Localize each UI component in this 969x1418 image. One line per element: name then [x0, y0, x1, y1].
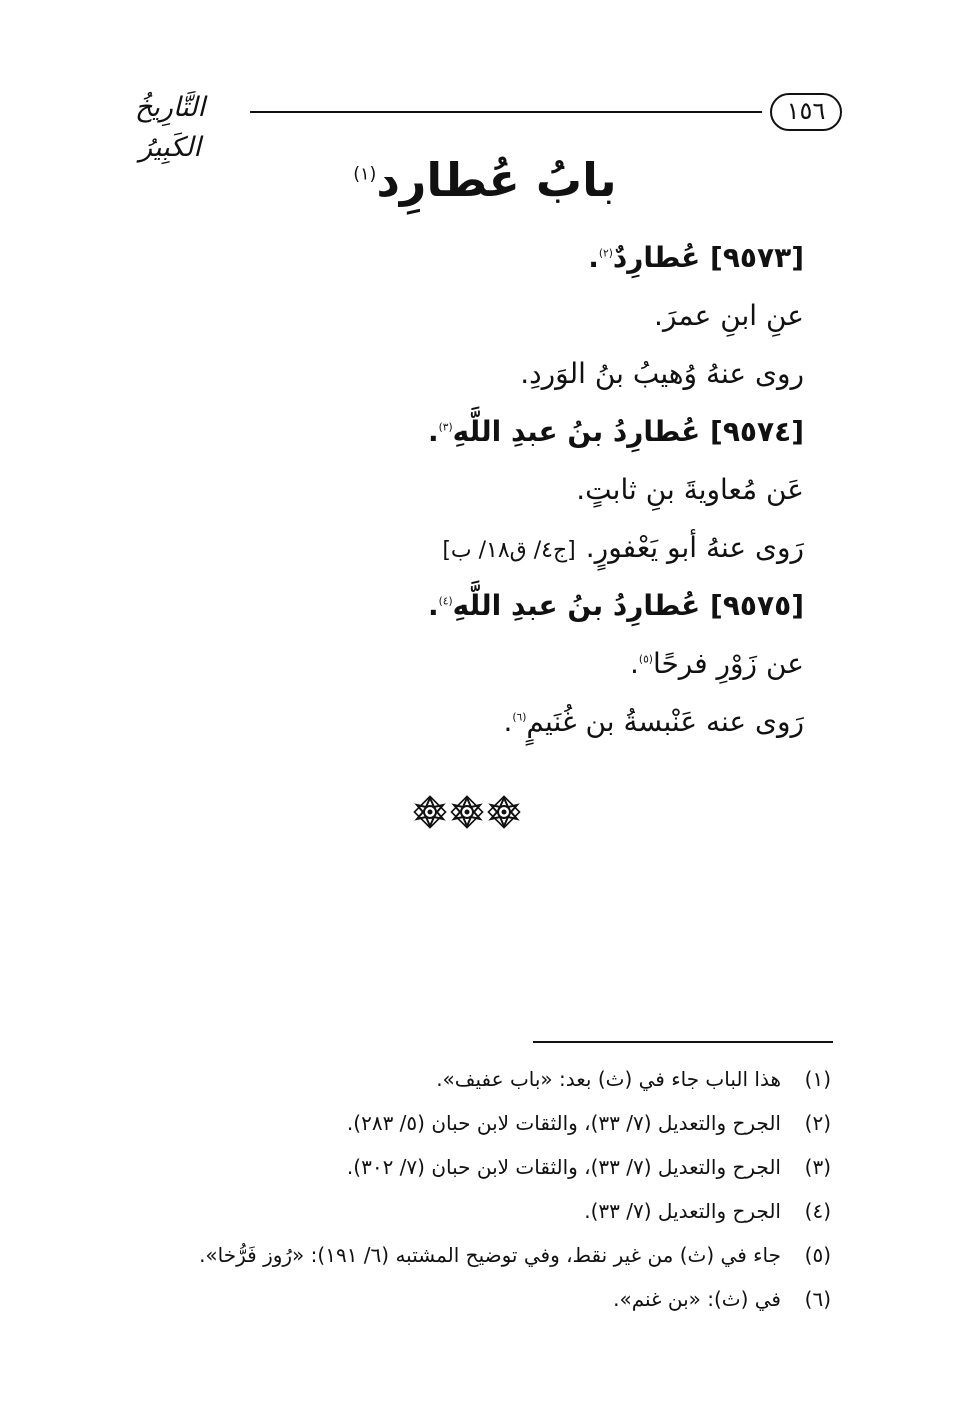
- footnote-text: الجرح والتعديل (٧/ ٣٣)، والثقات لابن حبان (٥/ ٢٨٣).: [346, 1111, 781, 1135]
- footnote-text: في (ث): «بن غنم».: [613, 1287, 781, 1311]
- entry-text: عن زَوْرِ فرحًا: [652, 647, 804, 680]
- footnote-number: (١): [804, 1067, 831, 1091]
- entry-line: عَن مُعاويةَ بنِ ثابتٍ.: [576, 473, 804, 506]
- flower-ornament-icon: [488, 796, 519, 827]
- footnote: [191, 1063, 831, 1107]
- footnote-text: جاء في (ث) من غير نقط، وفي توضيح المشتبه (٦/ ١٩١): «رُوز فَرُّخا».: [199, 1243, 781, 1267]
- entry-number: [٩٥٧٣]: [710, 241, 804, 274]
- entry-name: عُطارِدٌ: [612, 241, 701, 274]
- footnote-number: (٤): [804, 1199, 831, 1223]
- book-title: التَّارِيخُ الكَبِيرُ: [134, 92, 206, 163]
- footnote-number: (٢): [804, 1111, 831, 1135]
- page-number-badge: [770, 93, 842, 131]
- entry-line: [164, 646, 804, 704]
- section-end-ornament: [412, 794, 522, 830]
- entry-tail: .: [503, 705, 513, 738]
- entry-line: [164, 530, 804, 588]
- flower-ornament-icon: [451, 796, 482, 827]
- footnote-ref: (٤): [438, 594, 453, 608]
- footnote: [191, 1239, 831, 1283]
- footnote: [191, 1283, 831, 1327]
- footnote-ref: (٣): [438, 420, 453, 434]
- chapter-title: بابُ عُطارِد: [376, 153, 617, 207]
- footnote-text: الجرح والتعديل (٧/ ٣٣)، والثقات لابن حبان (٧/ ٣٠٢).: [346, 1155, 781, 1179]
- entry-heading: [164, 414, 804, 472]
- page-number: ١٥٦: [786, 97, 826, 125]
- footnote-text: الجرح والتعديل (٧/ ٣٣).: [584, 1199, 781, 1223]
- entry-heading: [164, 240, 804, 298]
- footnote-number: (٣): [804, 1155, 831, 1179]
- footnote-ref: (٥): [638, 652, 653, 666]
- entry-tail: .: [428, 589, 439, 622]
- entry-name: عُطارِدُ بنُ عبدِ اللَّهِ: [452, 415, 701, 448]
- entry-line: روى عنهُ وُهيبُ بنُ الوَردِ.: [520, 357, 804, 390]
- entry-number: [٩٥٧٥]: [710, 589, 804, 622]
- entry-tail: .: [630, 647, 639, 680]
- entry-text: رَوى عنهُ أبو يَعْفورٍ.: [585, 531, 804, 564]
- footnote-ref: (٢): [598, 246, 613, 260]
- footnote: [191, 1107, 831, 1151]
- manuscript-ref: [ج٤/ ق١٨/ ب]: [442, 538, 576, 563]
- chapter-heading: [250, 145, 720, 215]
- entry-heading: [164, 588, 804, 646]
- entry-number: [٩٥٧٤]: [710, 415, 804, 448]
- entry-line: [164, 704, 804, 762]
- header-rule: [250, 111, 762, 113]
- footnote-number: (٦): [804, 1287, 831, 1311]
- footnote-text: هذا الباب جاء في (ث) بعد: «باب عفيف».: [436, 1067, 781, 1091]
- footnote-ref: (٦): [512, 710, 527, 724]
- flower-ornament-icon: [414, 796, 445, 827]
- ornament-svg: [412, 794, 522, 830]
- footnote-ref: (١): [353, 164, 377, 185]
- footnote: [191, 1151, 831, 1195]
- entry-tail: .: [588, 241, 599, 274]
- entries-body: [164, 240, 804, 762]
- entry-tail: .: [428, 415, 439, 448]
- footnote-separator: [533, 1041, 833, 1043]
- entry-text: رَوى عنه عَنْبسةُ بن غُنَيمٍ: [526, 705, 804, 738]
- footnote: [191, 1195, 831, 1239]
- footnotes: [191, 1063, 831, 1327]
- entry-name: عُطارِدُ بنُ عبدِ اللَّهِ: [452, 589, 701, 622]
- footnote-number: (٥): [804, 1243, 831, 1267]
- entry-line: عنِ ابنِ عمرَ.: [654, 299, 804, 332]
